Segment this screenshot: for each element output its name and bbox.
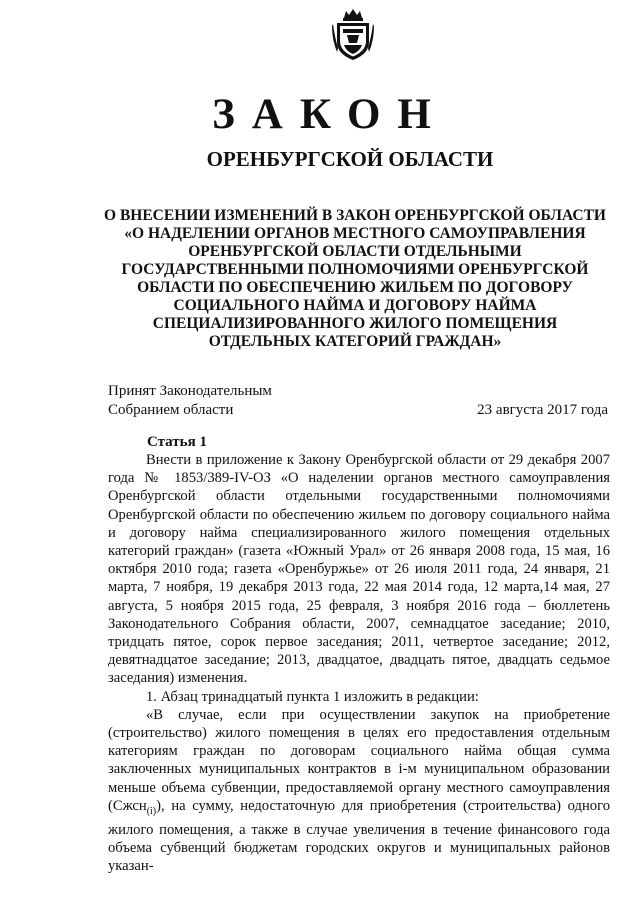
article-body (108, 451, 610, 876)
adoption-line-1: Принят Законодательным (108, 383, 272, 399)
paragraph-text: «В случае, если при осуществлении закупок на приобретение (строительство) жилого помещения в целях его предоставления отдельным категориям граждан по договорам социального найма общая сумма заключенных муниципальных контрактов в i-м муниципальном образовании меньше объема субвенции, предоставляемой органу местного самоуправления (Сжсн (108, 706, 610, 814)
amendment-title: О ВНЕСЕНИИ ИЗМЕНЕНИЙ В ЗАКОН ОРЕНБУРГСКОЙ ОБЛАСТИ «О НАДЕЛЕНИИ ОРГАНОВ МЕСТНОГО САМОУПРАВЛЕНИЯ ОРЕНБУРГСКОЙ ОБЛАСТИ ОТДЕЛЬНЫМИ ГОСУДАРСТВЕННЫМИ ПОЛНОМОЧИЯМИ ОРЕНБУРГСКОЙ ОБЛАСТИ ПО ОБЕСПЕЧЕНИЮ ЖИЛЬЕМ ПО ДОГОВОРУ СОЦИАЛЬНОГО НАЙМА И ДОГОВОРУ НАЙМА СПЕЦИАЛИЗИРОВАННОГО ЖИЛОГО ПОМЕЩЕНИЯ ОТДЕЛЬНЫХ КАТЕГОРИЙ ГРАЖДАН» (104, 207, 606, 350)
subscript-index: (i) (146, 805, 157, 817)
paragraph: Внести в приложение к Закону Оренбургской области от 29 декабря 2007 года № 1853/389-IV-ОЗ «О наделении органов местного самоуправления Оренбургской области отдельными государственными полномочиями Оренбургской области по обеспечению жильем по договору социального найма и договору найма специализированного жилого помещения отдельных категорий граждан» (газета «Южный Урал» от 26 января 2008 года, 15 мая, 16 октября 2010 года; газета «Оренбуржье» от 26 июля 2011 года, 24 января, 21 марта, 7 ноября, 19 декабря 2013 года, 22 мая 2014 года, 12 марта,14 мая, 27 августа, 5 ноября 2015 года, 25 февраля, 3 ноября 2016 года – бюллетень Законодательного Собрания области, 2007, семнадцатое заседание; 2010, тридцать пятое, сорок первое заседания; 2011, четвертое заседание; 2012, девятнадцатое заседание; 2013, двадцатое, двадцать пятое, двадцать седьмое заседания) изменения. (108, 452, 610, 687)
article-heading: Статья 1 (147, 434, 207, 450)
coat-of-arms-icon (332, 8, 374, 62)
adoption-line-2: Собранием области (108, 402, 234, 418)
adoption-date: 23 августа 2017 года (477, 402, 608, 418)
paragraph (108, 706, 610, 876)
law-title: ЗАКОН (212, 91, 448, 138)
adoption-body (108, 382, 272, 420)
paragraph-text: ), на сумму, недостаточную для приобретения (строительства) одного жилого помещения, а также в случае увеличения в течение финансового года объема субвенций бюджетам городских округов и муниципальных районов указан- (108, 797, 610, 875)
paragraph: 1. Абзац тринадцатый пункта 1 изложить в редакции: (146, 688, 479, 705)
law-region: ОРЕНБУРГСКОЙ ОБЛАСТИ (206, 147, 494, 171)
